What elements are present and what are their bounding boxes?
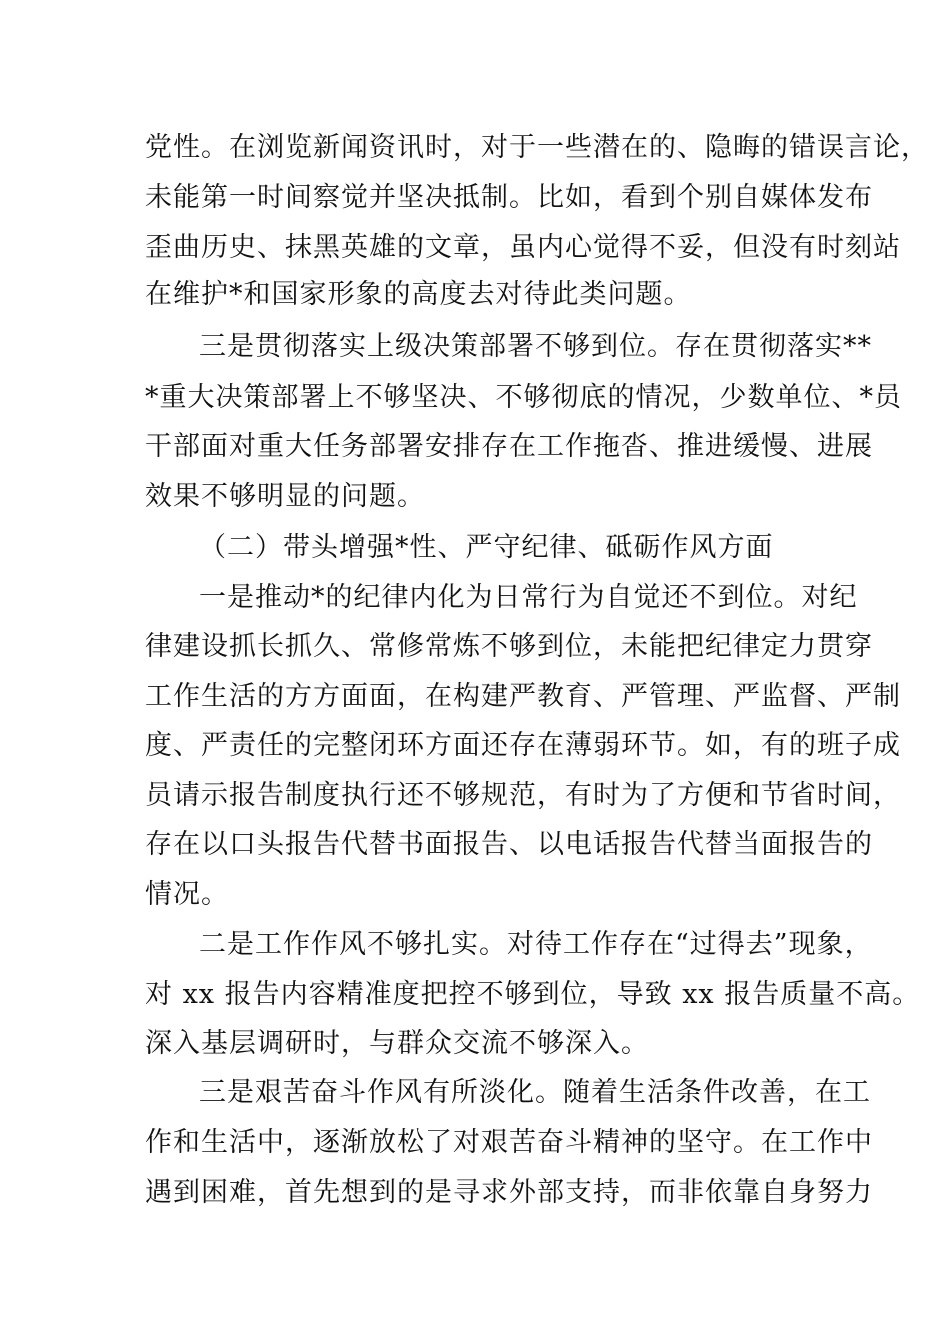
- section-heading: （二）带头增强*性、严守纪律、砥砺作风方面: [199, 532, 774, 563]
- text-line: 情况。: [145, 879, 229, 910]
- text-line: 作和生活中，逐渐放松了对艰苦奋斗精神的坚守。在工作中: [145, 1127, 873, 1158]
- text-line: 遇到困难，首先想到的是寻求外部支持，而非依靠自身努力: [145, 1177, 873, 1208]
- text-line: 对 xx 报告内容精准度把控不够到位，导致 xx 报告质量不高。: [145, 979, 921, 1010]
- text-line: *重大决策部署上不够坚决、不够彻底的情况，少数单位、*员: [145, 382, 902, 413]
- text-line: 党性。在浏览新闻资讯时，对于一些潜在的、隐晦的错误言论，: [145, 132, 929, 163]
- text-line: 歪曲历史、抹黑英雄的文章，虽内心觉得不妥，但没有时刻站: [145, 232, 901, 263]
- text-line: 在维护*和国家形象的高度去对待此类问题。: [145, 279, 692, 310]
- text-line: 未能第一时间察觉并坚决抵制。比如，看到个别自媒体发布: [145, 182, 873, 213]
- text-line: 深入基层调研时，与群众交流不够深入。: [145, 1028, 649, 1059]
- text-line: 干部面对重大任务部署安排存在工作拖沓、推进缓慢、进展: [145, 431, 873, 462]
- paragraph-first-line: 三是贯彻落实上级决策部署不够到位。存在贯彻落实**: [199, 331, 872, 362]
- text-line: 律建设抓长抓久、常修常炼不够到位，未能把纪律定力贯穿: [145, 631, 873, 662]
- text-line: 工作生活的方方面面，在构建严教育、严管理、严监督、严制: [145, 681, 901, 712]
- text-line: 存在以口头报告代替书面报告、以电话报告代替当面报告的: [145, 829, 873, 860]
- paragraph-first-line: 三是艰苦奋斗作风有所淡化。随着生活条件改善，在工: [199, 1077, 871, 1108]
- text-line: 员请示报告制度执行还不够规范，有时为了方便和节省时间，: [145, 780, 901, 811]
- paragraph-first-line: 二是工作作风不够扎实。对待工作存在“过得去”现象，: [199, 929, 873, 960]
- text-line: 效果不够明显的问题。: [145, 481, 425, 512]
- paragraph-first-line: 一是推动*的纪律内化为日常行为自觉还不到位。对纪: [199, 582, 858, 613]
- text-line: 度、严责任的完整闭环方面还存在薄弱环节。如，有的班子成: [145, 730, 901, 761]
